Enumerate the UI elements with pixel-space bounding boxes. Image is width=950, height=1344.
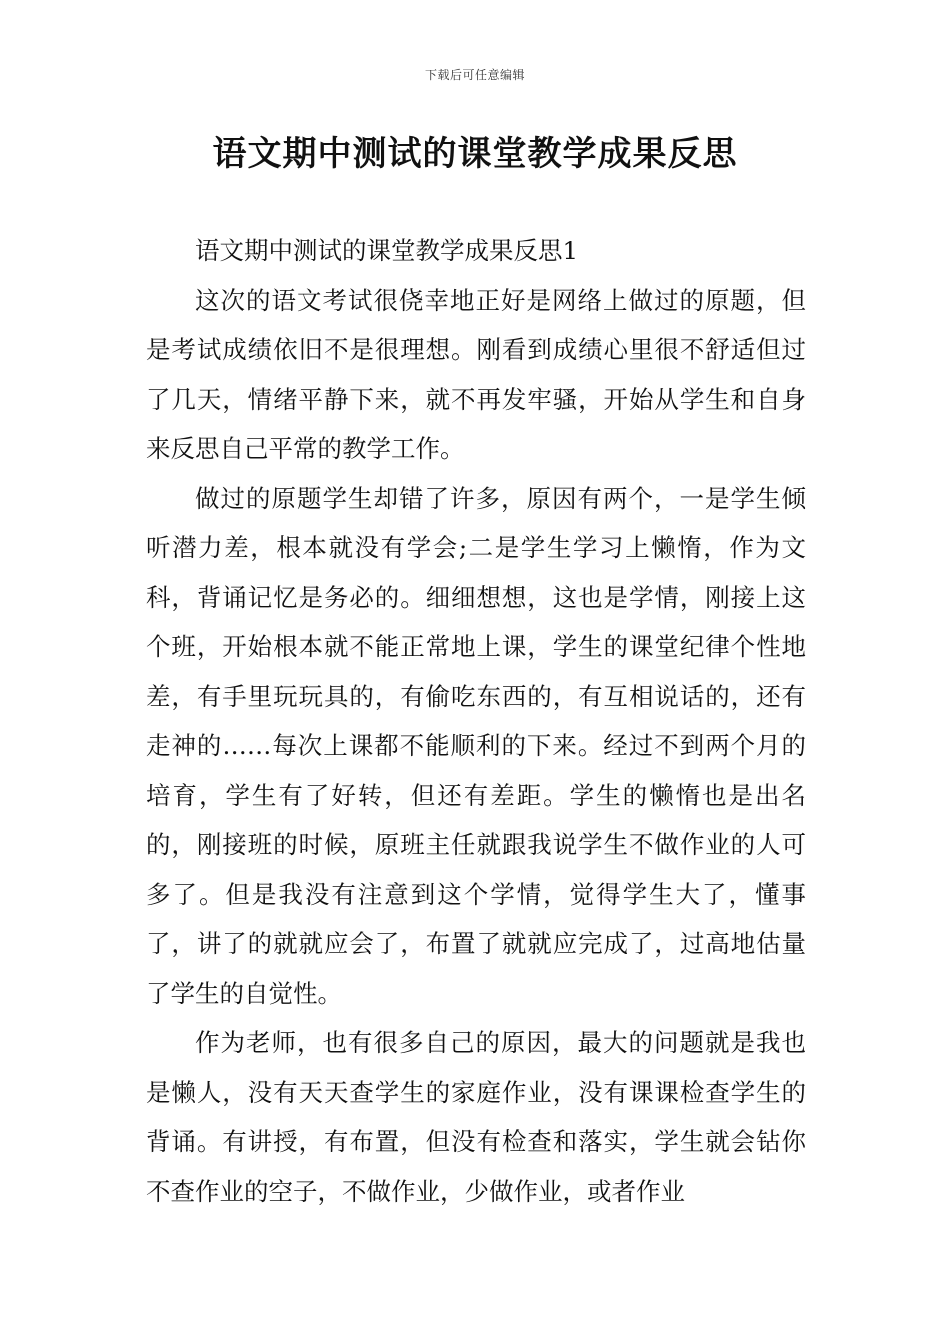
document-title: 语文期中测试的课堂教学成果反思 <box>212 134 738 174</box>
paragraph-2: 做过的原题学生却错了许多，原因有两个，一是学生倾听潜力差，根本就没有学会;二是学生学习上懒惰，作为文科，背诵记忆是务必的。细细想想，这也是学情，刚接上这个班，开始根本就不能正常地上课，学生的课堂纪律个性地差，有手里玩玩具的，有偷吃东西的，有互相说话的，还有走神的……每次上课都不能顺利的下来。经过不到两个月的培育，学生有了好转，但还有差距。学生的懒惰也是出名的，刚接班的时候，原班主任就跟我说学生不做作业的人可多了。但是我没有注意到这个学情，觉得学生大了，懂事了，讲了的就就应会了，布置了就就应完成了，过高地估量了学生的自觉性。 <box>146 483 806 1008</box>
paragraph-1: 这次的语文考试很侥幸地正好是网络上做过的原题，但是考试成绩依旧不是很理想。刚看到成绩心里很不舒适但过了几天，情绪平静下来，就不再发牢骚，开始从学生和自身来反思自己平常的教学工作。 <box>146 285 806 463</box>
document-body <box>146 226 806 1216</box>
section-subtitle: 语文期中测试的课堂教学成果反思1 <box>195 236 579 265</box>
paragraph-3: 作为老师，也有很多自己的原因，最大的问题就是我也是懒人，没有天天查学生的家庭作业，没有课课检查学生的背诵。有讲授，有布置，但没有检查和落实，学生就会钻你不查作业的空子，不做作业，少做作业，或者作业 <box>146 1028 806 1206</box>
header-note: 下载后可任意编辑 <box>424 68 525 82</box>
